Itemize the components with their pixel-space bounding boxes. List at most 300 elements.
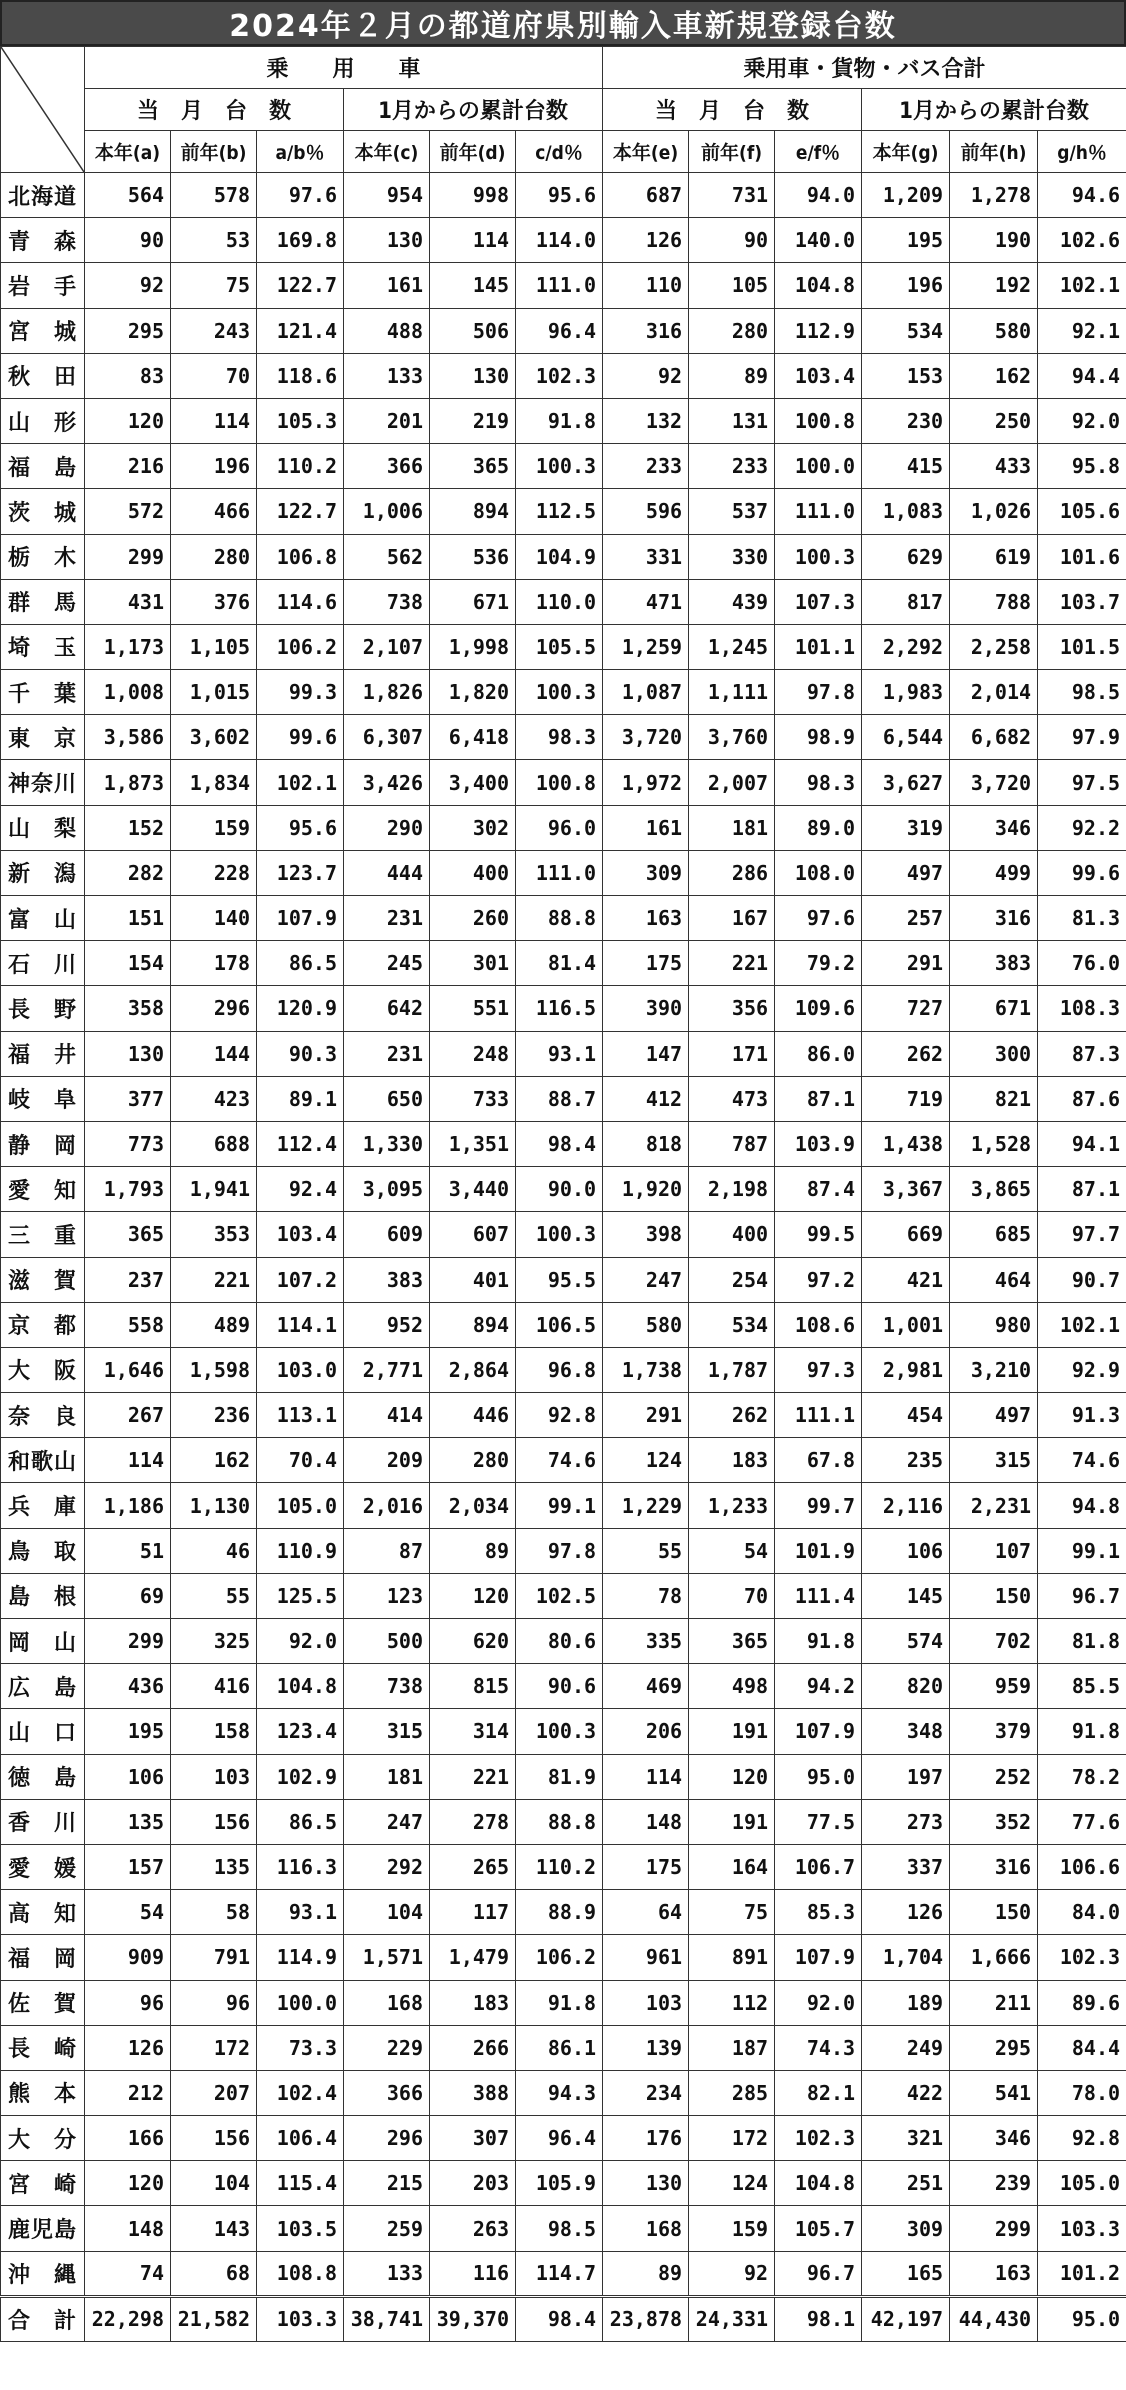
prefecture-name: 岡 山 <box>1 1619 85 1664</box>
cell-value: 94.2 <box>775 1664 862 1709</box>
cell-value: 102.1 <box>1038 263 1126 308</box>
table-row <box>1 1212 1126 1257</box>
cell-value: 650 <box>344 1076 430 1121</box>
cell-value: 91.8 <box>516 398 603 443</box>
cell-value: 101.5 <box>1038 624 1126 669</box>
cell-value: 536 <box>430 534 516 579</box>
cell-value: 88.9 <box>516 1890 603 1935</box>
cell-value: 719 <box>862 1076 950 1121</box>
cell-value: 122.7 <box>257 263 344 308</box>
cell-value: 2,014 <box>950 670 1038 715</box>
cell-value: 110.9 <box>257 1528 344 1573</box>
cell-value: 101.2 <box>1038 2251 1126 2296</box>
cell-value: 39,370 <box>430 2296 516 2341</box>
prefecture-name: 秋 田 <box>1 353 85 398</box>
cell-value: 421 <box>862 1257 950 1302</box>
cell-value: 91.8 <box>1038 1709 1126 1754</box>
cell-value: 114.0 <box>516 218 603 263</box>
cell-value: 1,259 <box>603 624 689 669</box>
cell-value: 97.2 <box>775 1257 862 1302</box>
prefecture-name: 香 川 <box>1 1799 85 1844</box>
cell-value: 2,107 <box>344 624 430 669</box>
cell-value: 87 <box>344 1528 430 1573</box>
cell-value: 221 <box>171 1257 257 1302</box>
cell-value: 103 <box>603 1980 689 2025</box>
cell-value: 91.3 <box>1038 1393 1126 1438</box>
cell-value: 818 <box>603 1121 689 1166</box>
cell-value: 42,197 <box>862 2296 950 2341</box>
cell-value: 92 <box>85 263 171 308</box>
cell-value: 143 <box>171 2206 257 2251</box>
prefecture-name: 群 馬 <box>1 579 85 624</box>
cell-value: 309 <box>603 850 689 895</box>
cell-value: 534 <box>689 1302 775 1347</box>
cell-value: 1,330 <box>344 1121 430 1166</box>
cell-value: 92.1 <box>1038 308 1126 353</box>
cell-value: 2,016 <box>344 1483 430 1528</box>
cell-value: 121.4 <box>257 308 344 353</box>
cell-value: 2,981 <box>862 1347 950 1392</box>
table-row <box>1 1257 1126 1302</box>
cell-value: 1,826 <box>344 670 430 715</box>
cell-value: 291 <box>603 1393 689 1438</box>
cell-value: 315 <box>950 1438 1038 1483</box>
cell-value: 301 <box>430 941 516 986</box>
column-header: 本年(c) <box>344 131 430 173</box>
cell-value: 488 <box>344 308 430 353</box>
cell-value: 89.1 <box>257 1076 344 1121</box>
cell-value: 103.4 <box>775 353 862 398</box>
cell-value: 788 <box>950 579 1038 624</box>
cell-value: 196 <box>171 444 257 489</box>
cell-value: 92.0 <box>1038 398 1126 443</box>
cell-value: 891 <box>689 1935 775 1980</box>
cell-value: 94.6 <box>1038 173 1126 218</box>
table-row <box>1 1844 1126 1889</box>
table-row <box>1 670 1126 715</box>
cell-value: 94.8 <box>1038 1483 1126 1528</box>
cell-value: 22,298 <box>85 2296 171 2341</box>
cell-value: 3,760 <box>689 715 775 760</box>
cell-value: 110.0 <box>516 579 603 624</box>
cell-value: 1,351 <box>430 1121 516 1166</box>
cell-value: 909 <box>85 1935 171 1980</box>
cell-value: 171 <box>689 1031 775 1076</box>
prefecture-name: 島 根 <box>1 1573 85 1618</box>
cell-value: 1,646 <box>85 1347 171 1392</box>
prefecture-name: 京 都 <box>1 1302 85 1347</box>
cell-value: 195 <box>862 218 950 263</box>
cell-value: 243 <box>171 308 257 353</box>
column-header: 前年(f) <box>689 131 775 173</box>
cell-value: 181 <box>344 1754 430 1799</box>
cell-value: 353 <box>171 1212 257 1257</box>
cell-value: 54 <box>85 1890 171 1935</box>
cell-value: 87.4 <box>775 1167 862 1212</box>
prefecture-name: 神奈川 <box>1 760 85 805</box>
cell-value: 321 <box>862 2116 950 2161</box>
cell-value: 416 <box>171 1664 257 1709</box>
cell-value: 248 <box>430 1031 516 1076</box>
cell-value: 111.0 <box>775 489 862 534</box>
cell-value: 230 <box>862 398 950 443</box>
cell-value: 191 <box>689 1799 775 1844</box>
cell-value: 126 <box>85 2025 171 2070</box>
cell-value: 1,186 <box>85 1483 171 1528</box>
cell-value: 2,258 <box>950 624 1038 669</box>
cell-value: 234 <box>603 2070 689 2115</box>
cell-value: 894 <box>430 489 516 534</box>
registration-table <box>0 46 1126 2342</box>
cell-value: 139 <box>603 2025 689 2070</box>
cell-value: 101.9 <box>775 1528 862 1573</box>
diagonal-line <box>1 47 84 172</box>
cell-value: 169.8 <box>257 218 344 263</box>
cell-value: 133 <box>344 353 430 398</box>
cell-value: 415 <box>862 444 950 489</box>
cell-value: 58 <box>171 1890 257 1935</box>
cell-value: 464 <box>950 1257 1038 1302</box>
cell-value: 2,771 <box>344 1347 430 1392</box>
cell-value: 3,602 <box>171 715 257 760</box>
cell-value: 122.7 <box>257 489 344 534</box>
cell-value: 383 <box>344 1257 430 1302</box>
cell-value: 499 <box>950 850 1038 895</box>
cell-value: 259 <box>344 2206 430 2251</box>
column-header: 本年(a) <box>85 131 171 173</box>
cell-value: 81.4 <box>516 941 603 986</box>
cell-value: 166 <box>85 2116 171 2161</box>
cell-value: 111.1 <box>775 1393 862 1438</box>
cell-value: 376 <box>171 579 257 624</box>
column-header: 本年(e) <box>603 131 689 173</box>
cell-value: 96.8 <box>516 1347 603 1392</box>
cell-value: 90.7 <box>1038 1257 1126 1302</box>
prefecture-name: 岐 阜 <box>1 1076 85 1121</box>
cell-value: 106 <box>85 1754 171 1799</box>
cell-value: 100.0 <box>775 444 862 489</box>
cell-value: 78 <box>603 1573 689 1618</box>
cell-value: 112.5 <box>516 489 603 534</box>
cell-value: 96.4 <box>516 2116 603 2161</box>
table-row <box>1 1167 1126 1212</box>
cell-value: 1,087 <box>603 670 689 715</box>
table-row <box>1 1438 1126 1483</box>
cell-value: 114.7 <box>516 2251 603 2296</box>
cell-value: 247 <box>344 1799 430 1844</box>
cell-value: 116.3 <box>257 1844 344 1889</box>
cell-value: 619 <box>950 534 1038 579</box>
cell-value: 257 <box>862 896 950 941</box>
cell-value: 731 <box>689 173 775 218</box>
cell-value: 79.2 <box>775 941 862 986</box>
prefecture-name: 福 島 <box>1 444 85 489</box>
cell-value: 80.6 <box>516 1619 603 1664</box>
table-row <box>1 1664 1126 1709</box>
cell-value: 3,586 <box>85 715 171 760</box>
cell-value: 105.5 <box>516 624 603 669</box>
table-row <box>1 444 1126 489</box>
cell-value: 216 <box>85 444 171 489</box>
cell-value: 2,292 <box>862 624 950 669</box>
cell-value: 358 <box>85 986 171 1031</box>
cell-value: 733 <box>430 1076 516 1121</box>
cell-value: 96.7 <box>775 2251 862 2296</box>
cell-value: 106.5 <box>516 1302 603 1347</box>
cell-value: 167 <box>689 896 775 941</box>
cell-value: 178 <box>171 941 257 986</box>
cell-value: 154 <box>85 941 171 986</box>
prefecture-name: 茨 城 <box>1 489 85 534</box>
cell-value: 414 <box>344 1393 430 1438</box>
cell-value: 454 <box>862 1393 950 1438</box>
cell-value: 263 <box>430 2206 516 2251</box>
prefecture-name: 広 島 <box>1 1664 85 1709</box>
cell-value: 158 <box>171 1709 257 1754</box>
table-row <box>1 1483 1126 1528</box>
cell-value: 607 <box>430 1212 516 1257</box>
column-header: g/h％ <box>1038 131 1126 173</box>
cell-value: 74.3 <box>775 2025 862 2070</box>
prefecture-name: 熊 本 <box>1 2070 85 2115</box>
cell-value: 55 <box>171 1573 257 1618</box>
table-row <box>1 1799 1126 1844</box>
cell-value: 444 <box>344 850 430 895</box>
cell-value: 97.6 <box>257 173 344 218</box>
cell-value: 314 <box>430 1709 516 1754</box>
cell-value: 98.1 <box>775 2296 862 2341</box>
total-row <box>1 2296 1126 2341</box>
table-row <box>1 1890 1126 1935</box>
cell-value: 95.6 <box>257 805 344 850</box>
cell-value: 961 <box>603 1935 689 1980</box>
page-title: 2024年２月の都道府県別輸入車新規登録台数 <box>0 0 1126 46</box>
table-row <box>1 579 1126 624</box>
cell-value: 130 <box>344 218 430 263</box>
prefecture-name: 滋 賀 <box>1 1257 85 1302</box>
cell-value: 111.0 <box>516 263 603 308</box>
cell-value: 469 <box>603 1664 689 1709</box>
cell-value: 89 <box>430 1528 516 1573</box>
cell-value: 103.3 <box>257 2296 344 2341</box>
cell-value: 106.8 <box>257 534 344 579</box>
cell-value: 123.7 <box>257 850 344 895</box>
column-header: e/f％ <box>775 131 862 173</box>
cell-value: 195 <box>85 1709 171 1754</box>
cell-value: 791 <box>171 1935 257 1980</box>
cell-value: 175 <box>603 941 689 986</box>
cell-value: 100.8 <box>775 398 862 443</box>
cell-value: 87.1 <box>1038 1167 1126 1212</box>
cell-value: 620 <box>430 1619 516 1664</box>
cell-value: 282 <box>85 850 171 895</box>
cell-value: 815 <box>430 1664 516 1709</box>
cell-value: 337 <box>862 1844 950 1889</box>
cell-value: 96 <box>85 1980 171 2025</box>
cell-value: 1,209 <box>862 173 950 218</box>
cell-value: 94.0 <box>775 173 862 218</box>
cell-value: 401 <box>430 1257 516 1302</box>
cell-value: 97.9 <box>1038 715 1126 760</box>
cell-value: 176 <box>603 2116 689 2161</box>
cell-value: 74.6 <box>516 1438 603 1483</box>
cell-value: 97.8 <box>516 1528 603 1573</box>
cell-value: 642 <box>344 986 430 1031</box>
table-row <box>1 2025 1126 2070</box>
cell-value: 1,787 <box>689 1347 775 1392</box>
cell-value: 44,430 <box>950 2296 1038 2341</box>
cell-value: 135 <box>85 1799 171 1844</box>
cell-value: 1,704 <box>862 1935 950 1980</box>
cell-value: 89.6 <box>1038 1980 1126 2025</box>
cell-value: 817 <box>862 579 950 624</box>
cell-value: 102.3 <box>775 2116 862 2161</box>
cell-value: 99.7 <box>775 1483 862 1528</box>
prefecture-name: 静 岡 <box>1 1121 85 1166</box>
cell-value: 260 <box>430 896 516 941</box>
cell-value: 183 <box>689 1438 775 1483</box>
cell-value: 196 <box>862 263 950 308</box>
cell-value: 6,307 <box>344 715 430 760</box>
cell-value: 1,278 <box>950 173 1038 218</box>
cell-value: 209 <box>344 1438 430 1483</box>
cell-value: 296 <box>344 2116 430 2161</box>
cell-value: 221 <box>430 1754 516 1799</box>
prefecture-name: 宮 崎 <box>1 2161 85 2206</box>
cell-value: 69 <box>85 1573 171 1618</box>
cell-value: 231 <box>344 1031 430 1076</box>
table-row <box>1 263 1126 308</box>
cell-value: 126 <box>603 218 689 263</box>
cell-value: 105.7 <box>775 2206 862 2251</box>
cell-value: 446 <box>430 1393 516 1438</box>
cell-value: 97.7 <box>1038 1212 1126 1257</box>
column-header: a/b％ <box>257 131 344 173</box>
cell-value: 820 <box>862 1664 950 1709</box>
cell-value: 107.2 <box>257 1257 344 1302</box>
cell-value: 132 <box>603 398 689 443</box>
cell-value: 262 <box>862 1031 950 1076</box>
cell-value: 168 <box>344 1980 430 2025</box>
prefecture-name: 千 葉 <box>1 670 85 715</box>
column-header: 前年(b) <box>171 131 257 173</box>
cell-value: 1,083 <box>862 489 950 534</box>
cell-value: 125.5 <box>257 1573 344 1618</box>
prefecture-name: 東 京 <box>1 715 85 760</box>
cell-value: 102.5 <box>516 1573 603 1618</box>
cell-value: 299 <box>950 2206 1038 2251</box>
prefecture-name: 福 井 <box>1 1031 85 1076</box>
cell-value: 21,582 <box>171 2296 257 2341</box>
cell-value: 249 <box>862 2025 950 2070</box>
cell-value: 110.2 <box>516 1844 603 1889</box>
cell-value: 64 <box>603 1890 689 1935</box>
cell-value: 412 <box>603 1076 689 1121</box>
cell-value: 352 <box>950 1799 1038 1844</box>
cell-value: 219 <box>430 398 516 443</box>
cell-value: 998 <box>430 173 516 218</box>
cell-value: 629 <box>862 534 950 579</box>
cell-value: 325 <box>171 1619 257 1664</box>
cell-value: 92 <box>603 353 689 398</box>
cell-value: 95.0 <box>1038 2296 1126 2341</box>
cell-value: 498 <box>689 1664 775 1709</box>
cell-value: 99.5 <box>775 1212 862 1257</box>
cell-value: 91.8 <box>516 1980 603 2025</box>
prefecture-name: 大 分 <box>1 2116 85 2161</box>
table-row <box>1 805 1126 850</box>
cell-value: 702 <box>950 1619 1038 1664</box>
cell-value: 247 <box>603 1257 689 1302</box>
prefecture-name: 栃 木 <box>1 534 85 579</box>
cell-value: 228 <box>171 850 257 895</box>
table-row <box>1 2206 1126 2251</box>
cell-value: 107.9 <box>775 1935 862 1980</box>
cell-value: 316 <box>950 1844 1038 1889</box>
cell-value: 94.4 <box>1038 353 1126 398</box>
cell-value: 233 <box>603 444 689 489</box>
cell-value: 273 <box>862 1799 950 1844</box>
cell-value: 187 <box>689 2025 775 2070</box>
cell-value: 92.8 <box>516 1393 603 1438</box>
cell-value: 110.2 <box>257 444 344 489</box>
cell-value: 113.1 <box>257 1393 344 1438</box>
prefecture-name: 山 梨 <box>1 805 85 850</box>
header-corner <box>1 47 85 173</box>
cell-value: 148 <box>85 2206 171 2251</box>
cell-value: 239 <box>950 2161 1038 2206</box>
cell-value: 377 <box>85 1076 171 1121</box>
cell-value: 1,229 <box>603 1483 689 1528</box>
cell-value: 153 <box>862 353 950 398</box>
cell-value: 1,571 <box>344 1935 430 1980</box>
cell-value: 562 <box>344 534 430 579</box>
table-row <box>1 715 1126 760</box>
cell-value: 98.5 <box>1038 670 1126 715</box>
cell-value: 94.3 <box>516 2070 603 2115</box>
cell-value: 100.0 <box>257 1980 344 2025</box>
cell-value: 236 <box>171 1393 257 1438</box>
cell-value: 168 <box>603 2206 689 2251</box>
cell-value: 433 <box>950 444 1038 489</box>
table-row <box>1 1935 1126 1980</box>
cell-value: 106 <box>862 1528 950 1573</box>
cell-value: 1,026 <box>950 489 1038 534</box>
cell-value: 81.9 <box>516 1754 603 1799</box>
cell-value: 237 <box>85 1257 171 1302</box>
cell-value: 92.8 <box>1038 2116 1126 2161</box>
cell-value: 1,233 <box>689 1483 775 1528</box>
cell-value: 541 <box>950 2070 1038 2115</box>
table-row <box>1 1619 1126 1664</box>
cell-value: 285 <box>689 2070 775 2115</box>
cell-value: 346 <box>950 2116 1038 2161</box>
cell-value: 2,007 <box>689 760 775 805</box>
table-row <box>1 534 1126 579</box>
cell-value: 95.8 <box>1038 444 1126 489</box>
cell-value: 150 <box>950 1890 1038 1935</box>
cell-value: 3,720 <box>603 715 689 760</box>
cell-value: 99.3 <box>257 670 344 715</box>
cell-value: 159 <box>171 805 257 850</box>
cell-value: 114.1 <box>257 1302 344 1347</box>
cell-value: 390 <box>603 986 689 1031</box>
cell-value: 6,418 <box>430 715 516 760</box>
cell-value: 103.5 <box>257 2206 344 2251</box>
cell-value: 102.9 <box>257 1754 344 1799</box>
cell-value: 299 <box>85 534 171 579</box>
cell-value: 100.3 <box>516 1709 603 1754</box>
